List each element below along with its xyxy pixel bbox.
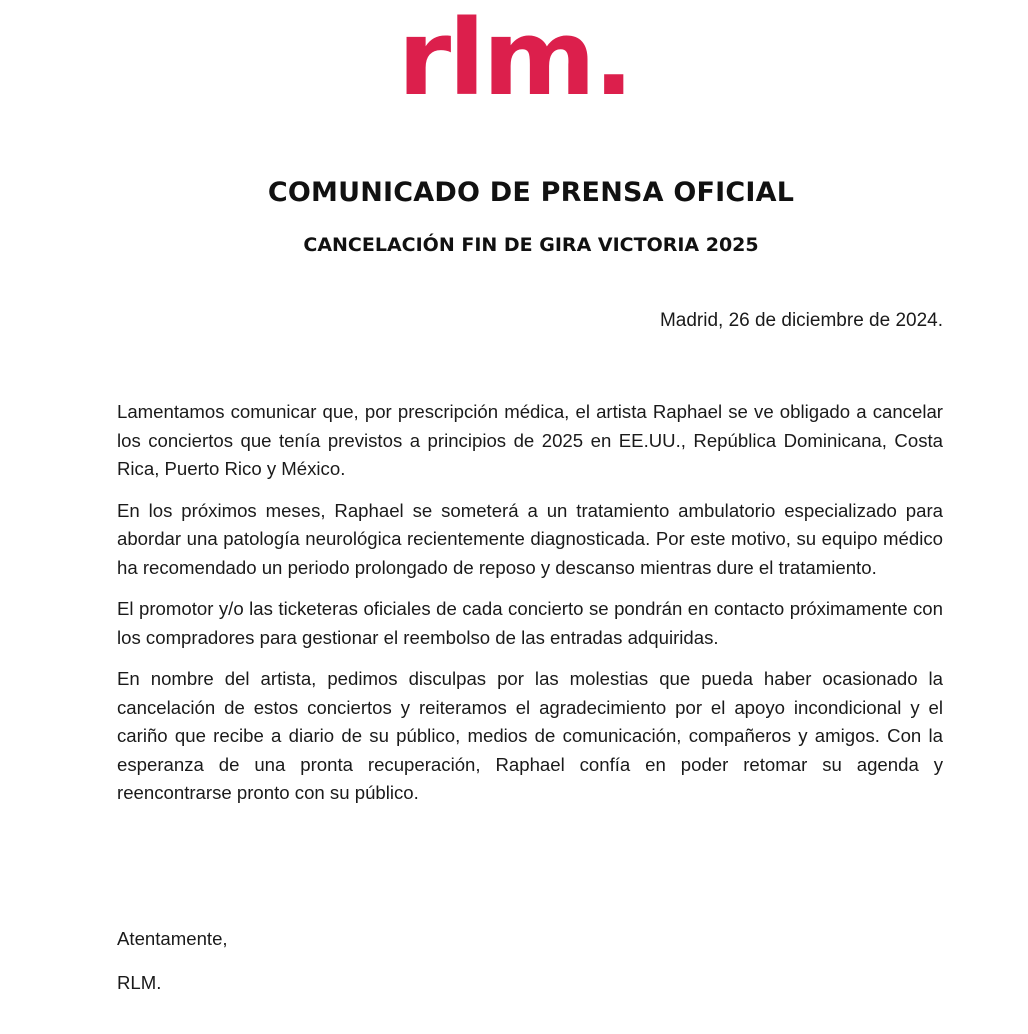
paragraph-2: En los próximos meses, Raphael se someterá a un tratamiento ambulatorio especializado para abordar una patología neurológica recientemente diagnosticada. Por este motivo, su equipo médico ha recomendado un periodo prolongado de reposo y descanso mientras dure el tratamiento. [117,499,943,578]
page-title: COMUNICADO DE PRENSA OFICIAL [267,177,795,208]
paragraph-3: El promotor y/o las ticketeras oficiales de cada concierto se pondrán en contacto próximamente con los compradores para gestionar el reembolso de las entradas adquiridas. [117,598,943,648]
signature: RLM. [117,972,162,993]
body-text [117,398,943,821]
date-line: Madrid, 26 de diciembre de 2024. [659,310,943,331]
paragraph-4: En nombre del artista, pedimos disculpas por las molestias que pueda haber ocasionado la cancelación de estos conciertos y reiteramos el agradecimiento por el apoyo incondicional y el cariño que recibe a diario de su público, medios de comunicación, compañeros y amigos. Con la esperanza de una pronta recuperación, Raphael confía en poder retomar su agenda y reencontrarse pronto con su público. [117,668,943,803]
paragraph-1: Lamentamos comunicar que, por prescripción médica, el artista Raphael se ve obligado a cancelar los conciertos que tenía previstos a principios de 2025 en EE.UU., República Dominicana, Costa Rica, Puerto Rico y México. [117,401,943,479]
rlm-logo [0,0,1028,119]
logo-wordmark: rlm. [397,0,631,119]
closing-line: Atentamente, [117,928,228,949]
page-subtitle: CANCELACIÓN FIN DE GIRA VICTORIA 2025 [303,234,759,256]
